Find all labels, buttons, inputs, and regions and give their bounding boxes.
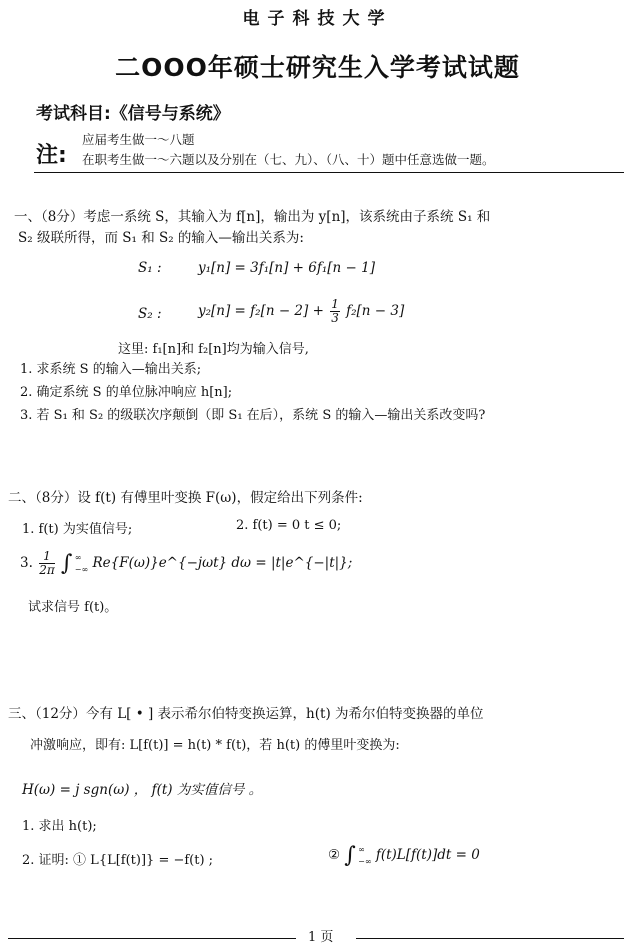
note-line-2: 在职考生做一～六题以及分别在（七、九）、（八、十）题中任意选做一题。 [82, 152, 495, 167]
q2-condition-2: 2. f(t) = 0 t ≤ 0; [236, 518, 342, 533]
q2-lower-limit: −∞ [74, 564, 89, 574]
q1-where: 这里: f₁[n]和 f₂[n]均为输入信号, [118, 342, 309, 357]
q3-integral-limits [358, 844, 371, 868]
q1-s2-label: S₂ : [138, 306, 162, 322]
q1-heading-2: S₂ 级联所得，而 S₁ 和 S₂ 的输入—输出关系为: [18, 230, 304, 246]
footer-rule-left [8, 938, 296, 939]
page-number: 1 页 [308, 930, 334, 945]
q1-heading: 一、（8分）考虑一系统 S，其输入为 f[n]，输出为 y[n]，该系统由子系统 S₁ 和 [14, 209, 491, 225]
q3-item-2a: 2. 证明: ① L{L[f(t)]} = −f(t) ; [22, 853, 214, 868]
q1-item-3: 3. 若 S₁ 和 S₂ 的级联次序颠倒（即 S₁ 在后），系统 S 的输入—输出关系改变吗? [20, 408, 486, 423]
exam-title: 二OOO年硕士研究生入学考试试题 [115, 53, 520, 82]
q3-item-1: 1. 求出 h(t); [22, 819, 97, 834]
exam-subject: 考试科目:《信号与系统》 [36, 104, 230, 124]
q2-task: 试求信号 f(t)。 [28, 600, 118, 615]
note-line-1: 应届考生做一～八题 [82, 132, 195, 147]
q3-h-omega: H(ω) = j sgn(ω) ， f(t) 为实值信号 。 [22, 782, 263, 798]
q3-integral-sign: ∫ [344, 843, 356, 868]
q1-s1-label: S₁ : [138, 260, 162, 276]
q2-integral-limits [75, 552, 88, 576]
q1-item-1: 1. 求系统 S 的输入—输出关系; [20, 362, 202, 377]
q2-condition-3-number: 3. [20, 555, 33, 571]
q3-item-2b [328, 843, 480, 868]
q1-s2-fraction-denominator: 3 [331, 311, 339, 325]
q1-s2-fraction-numerator: 1 [331, 297, 339, 311]
footer-rule-right [356, 938, 624, 939]
q2-fraction [39, 550, 55, 577]
q1-s1-equation: y₁[n] = 3f₁[n] + 6f₁[n − 1] [198, 260, 375, 276]
q3-integral-body: f(t)L[f(t)]dt = 0 [375, 847, 480, 863]
q1-s2-eq-part-b: f₂[n − 3] [346, 303, 405, 319]
note-mark: 注: [36, 143, 67, 168]
q1-s2-equation [198, 298, 404, 325]
q2-integral-body: Re{F(ω)}e^{−jωt} dω = |t|e^{−|t|}; [92, 555, 353, 571]
q2-condition-1: 1. f(t) 为实值信号; [22, 522, 133, 537]
note-rule [34, 172, 624, 173]
q3-upper-limit: ∞ [358, 844, 365, 854]
q3-item-2b-marker: ② [328, 847, 341, 863]
q1-s2-eq-part-a: y₂[n] = f₂[n − 2] + [198, 303, 324, 319]
q1-item-2: 2. 确定系统 S 的单位脉冲响应 h[n]; [20, 385, 233, 400]
q2-condition-3 [20, 550, 352, 577]
q2-integral-sign: ∫ [61, 551, 73, 576]
q2-heading: 二、（8分）设 f(t) 有傅里叶变换 F(ω)，假定给出下列条件: [8, 490, 363, 506]
q3-heading-2: 冲激响应，即有: L[f(t)] = h(t) * f(t)，若 h(t) 的傅里叶变换为: [30, 738, 400, 753]
q3-heading: 三、（12分）今有 L[ • ] 表示希尔伯特变换运算，h(t) 为希尔伯特变换器的单位 [8, 706, 484, 722]
q3-lower-limit: −∞ [358, 856, 372, 866]
q1-s2-fraction [330, 298, 340, 325]
q2-upper-limit: ∞ [74, 552, 82, 562]
q2-fraction-denominator: 2π [39, 563, 55, 577]
university-name: 电子科技大学 [242, 9, 393, 29]
q2-fraction-numerator: 1 [39, 550, 55, 564]
